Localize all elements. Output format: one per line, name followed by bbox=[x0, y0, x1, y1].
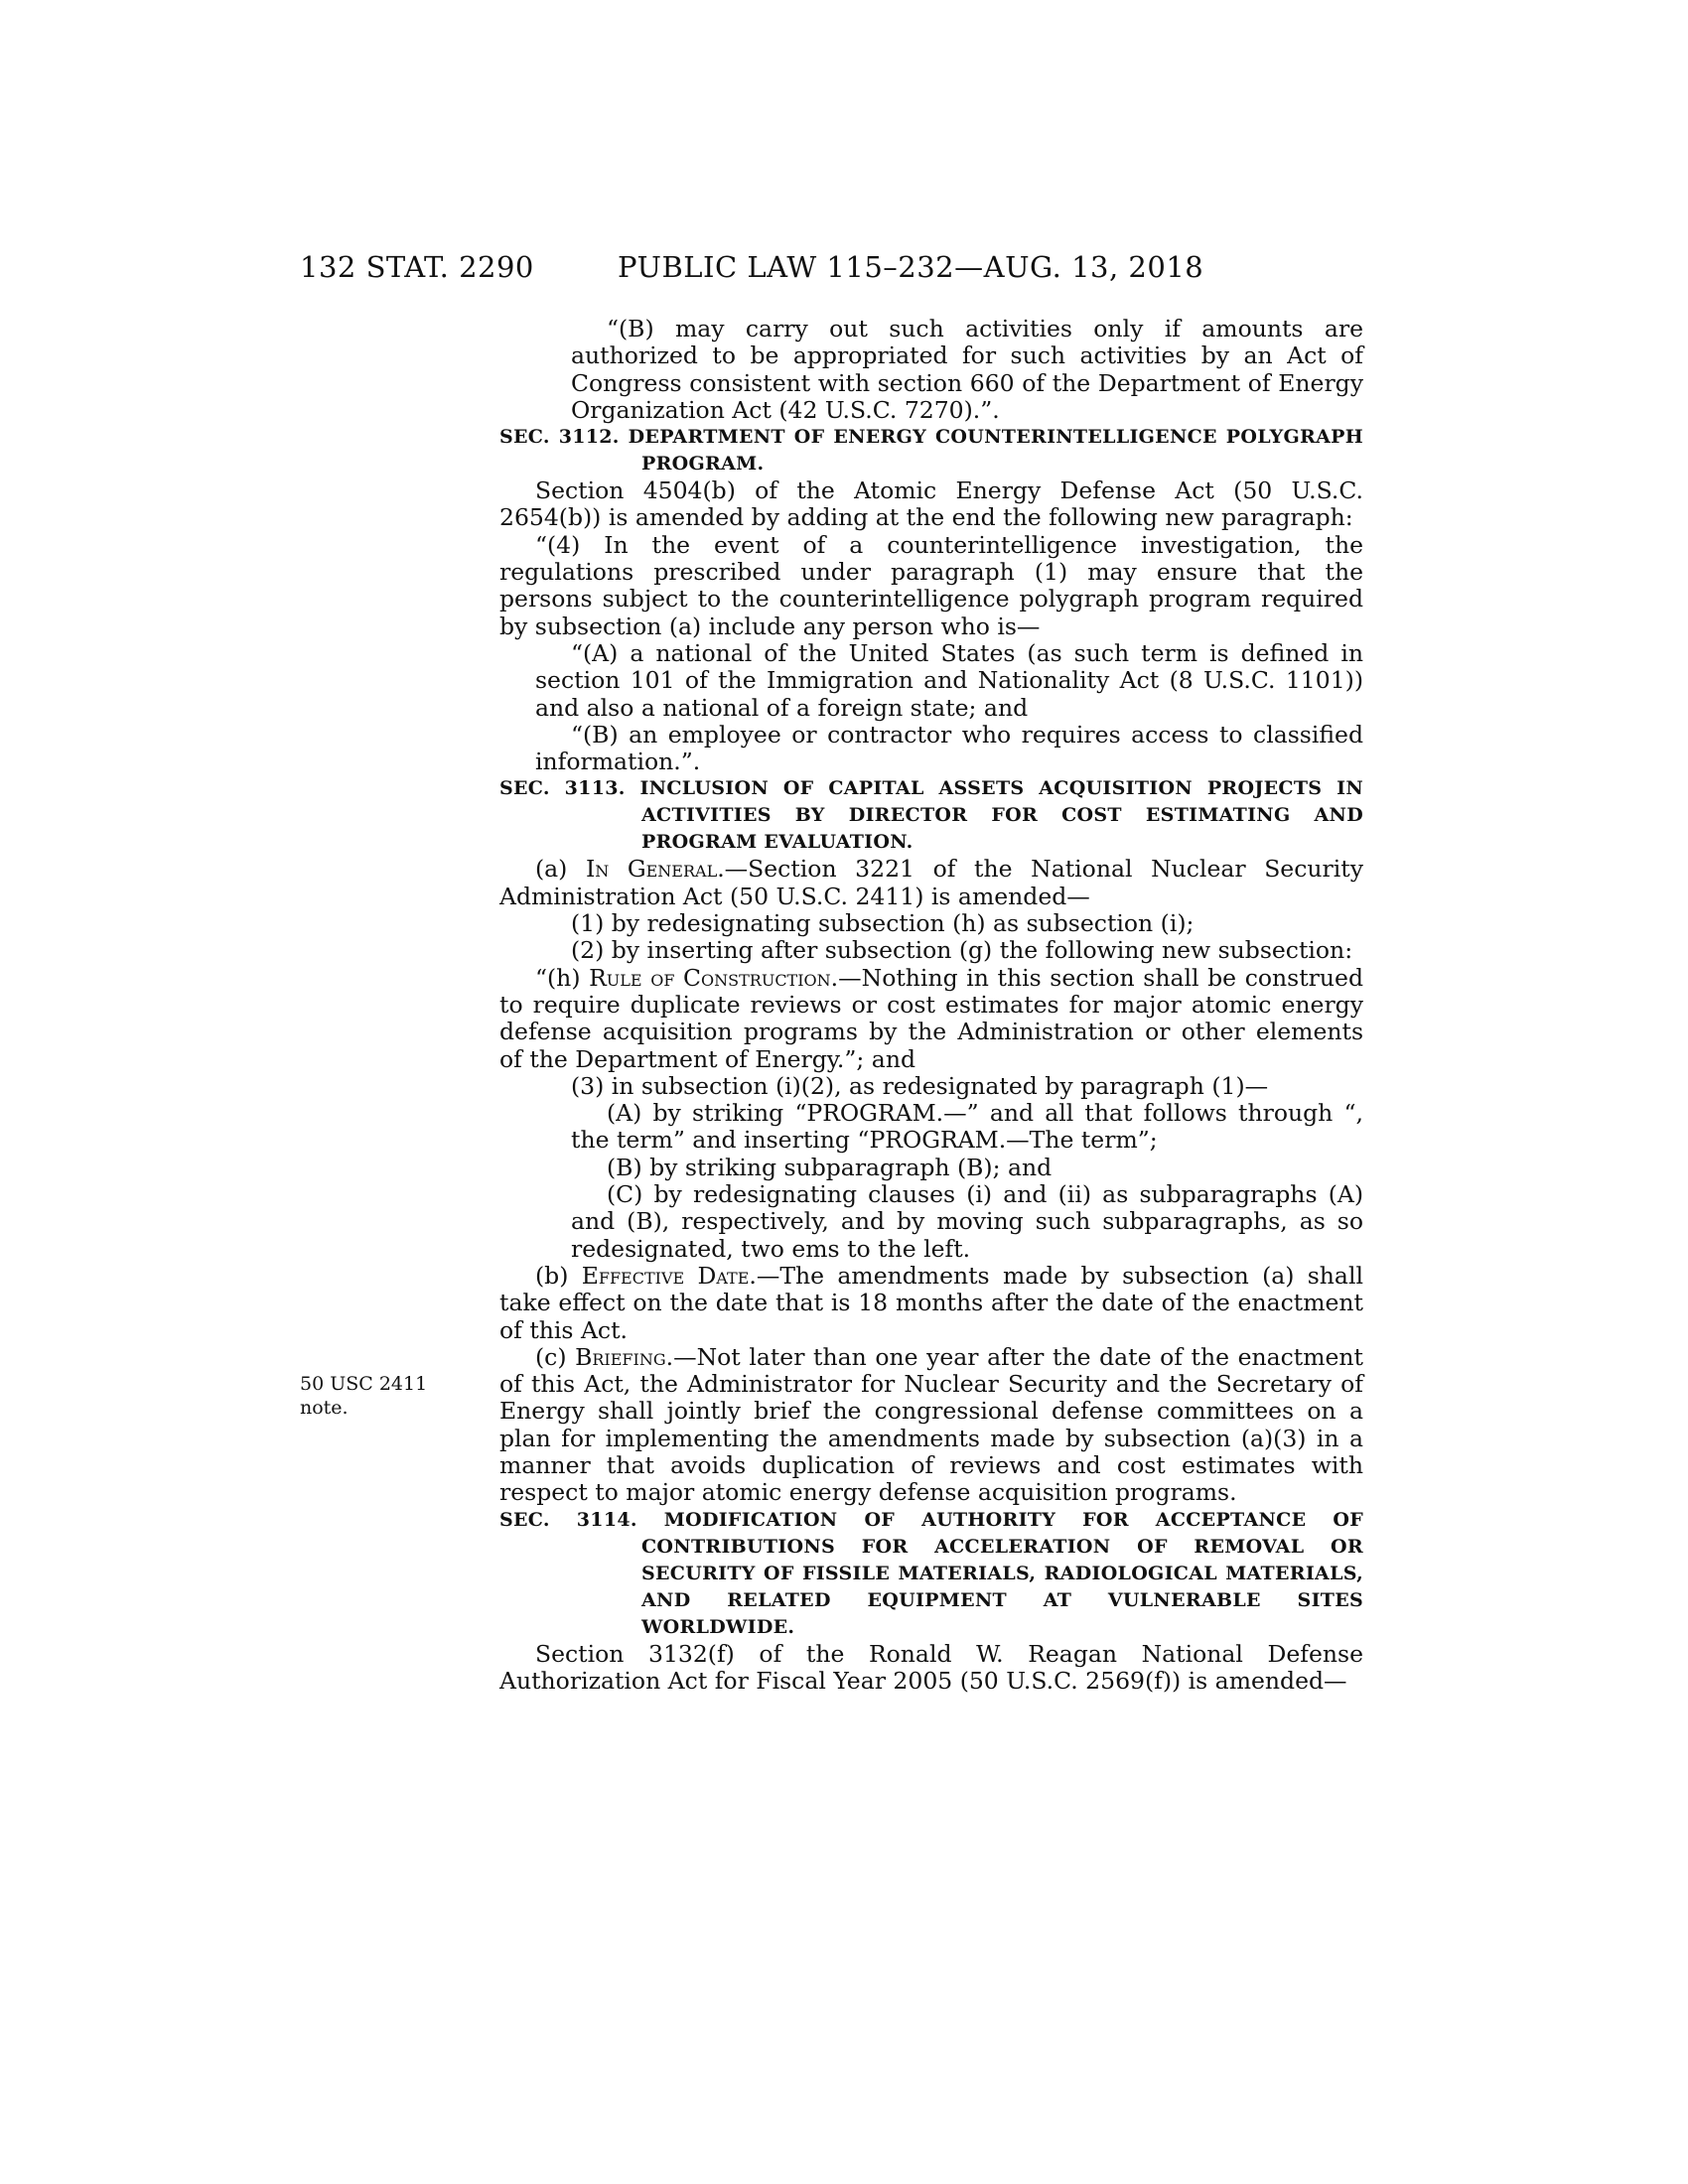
section-3113-a2: (2) by inserting after subsection (g) the following new subsection: bbox=[571, 936, 1353, 965]
margin-citation-note bbox=[300, 1372, 439, 1420]
subsection-c-text: .—Not later than one year after the date of the enactment of this Act, the Administrator for Nuclear Security and the Secretary of Energy shall jointly brief the congressional defense committees on a plan for implementing the amendments made by subsection (a)(3) in a manner that avoids duplication of reviews and cost estimates with respect to major atomic energy defense acquisition programs. bbox=[499, 1342, 1363, 1507]
section-3113-subsection-b bbox=[499, 1263, 1363, 1344]
section-3113-a1: (1) by redesignating subsection (h) as subsection (i); bbox=[571, 909, 1195, 938]
subsection-a-caption: In General bbox=[585, 855, 718, 884]
subsection-c-label: (c) bbox=[535, 1342, 576, 1371]
statute-page-number: 132 STAT. 2290 bbox=[300, 250, 534, 284]
public-law-header: PUBLIC LAW 115–232—AUG. 13, 2018 bbox=[618, 250, 1204, 284]
section-3113-heading: SEC. 3113. INCLUSION OF CAPITAL ASSETS ACQUISITION PROJECTS IN ACTIVITIES BY DIRECTOR FOR COST ESTIMATING AND PROGRAM EVALUATION. bbox=[499, 777, 1363, 854]
section-3112-intro: Section 4504(b) of the Atomic Energy Defense Act (50 U.S.C. 2654(b)) is amended by adding at the end the following new paragraph: bbox=[499, 477, 1363, 532]
subsection-c-caption: Briefing bbox=[575, 1342, 666, 1371]
subsection-h-label: “(h) bbox=[535, 963, 590, 992]
section-3113-new-subsection-h bbox=[499, 965, 1363, 1073]
section-3113-a3-A: (A) by striking “PROGRAM.—” and all that follows through “, the term” and inserting “PROGRAM.—The term”; bbox=[571, 1099, 1363, 1155]
section-3112-subparagraph-b: “(B) an employee or contractor who requires access to classified information.”. bbox=[535, 720, 1363, 776]
section-3112-subparagraph-a: “(A) a national of the United States (as such term is defined in section 101 of the Immigration and Nationality Act (8 U.S.C. 1101)) and also a national of a foreign state; and bbox=[535, 638, 1363, 722]
margin-note-line-1: 50 USC 2411 bbox=[300, 1373, 428, 1395]
section-3112-paragraph-4: “(4) In the event of a counterintelligence investigation, the regulations prescribed under paragraph (1) may ensure that the persons subject to the counterintelligence polygraph program required by subsection (a) include any person who is— bbox=[499, 530, 1363, 640]
section-3113-a3-C: (C) by redesignating clauses (i) and (ii) as subparagraphs (A) and (B), respectively, and by moving such subparagraphs, as so redesignated, two ems to the left. bbox=[571, 1180, 1363, 1263]
subsection-b-label: (b) bbox=[535, 1261, 582, 1290]
document-body bbox=[499, 316, 1363, 1695]
section-3113-subsection-a bbox=[499, 856, 1363, 910]
subsection-a-label: (a) bbox=[535, 855, 586, 884]
section-3114-heading: SEC. 3114. MODIFICATION OF AUTHORITY FOR ACCEPTANCE OF CONTRIBUTIONS FOR ACCELERATION OF REMOVAL OR SECURITY OF FISSILE MATERIALS, RADIOLOGICAL MATERIALS, AND RELATED EQUIPMENT AT VULNERABLE SITES WORLDWIDE. bbox=[499, 1508, 1363, 1638]
section-3113-subsection-c bbox=[499, 1344, 1363, 1507]
section-3113-a3: (3) in subsection (i)(2), as redesignated by paragraph (1)— bbox=[571, 1071, 1269, 1100]
paragraph-b-continued: “(B) may carry out such activities only if amounts are authorized to be appropriated for such activities by an Act of Congress consistent with section 660 of the Department of Energy Organization Act (42 U.S.C. 7270).”. bbox=[571, 315, 1363, 424]
section-3112-heading: SEC. 3112. DEPARTMENT OF ENERGY COUNTERINTELLIGENCE POLYGRAPH PROGRAM. bbox=[499, 426, 1363, 476]
subsection-h-caption: Rule of Construction bbox=[589, 963, 831, 992]
margin-note-line-2: note. bbox=[300, 1397, 349, 1419]
subsection-a-text: .—Section 3221 of the National Nuclear Security Administration Act (50 U.S.C. 2411) is amended— bbox=[499, 855, 1363, 910]
section-3114-intro: Section 3132(f) of the Ronald W. Reagan National Defense Authorization Act for Fiscal Year 2005 (50 U.S.C. 2569(f)) is amended— bbox=[499, 1639, 1363, 1695]
section-3113-a3-B: (B) by striking subparagraph (B); and bbox=[607, 1153, 1053, 1181]
subsection-h-text: .—Nothing in this section shall be construed to require duplicate reviews or cost estimates for major atomic energy defense acquisition programs by the Administration or other elements of the Department of Energy.”; and bbox=[499, 963, 1363, 1073]
subsection-b-text: .—The amendments made by subsection (a) shall take effect on the date that is 18 months after the date of the enactment of this Act. bbox=[499, 1261, 1363, 1344]
subsection-b-caption: Effective Date bbox=[581, 1261, 750, 1290]
